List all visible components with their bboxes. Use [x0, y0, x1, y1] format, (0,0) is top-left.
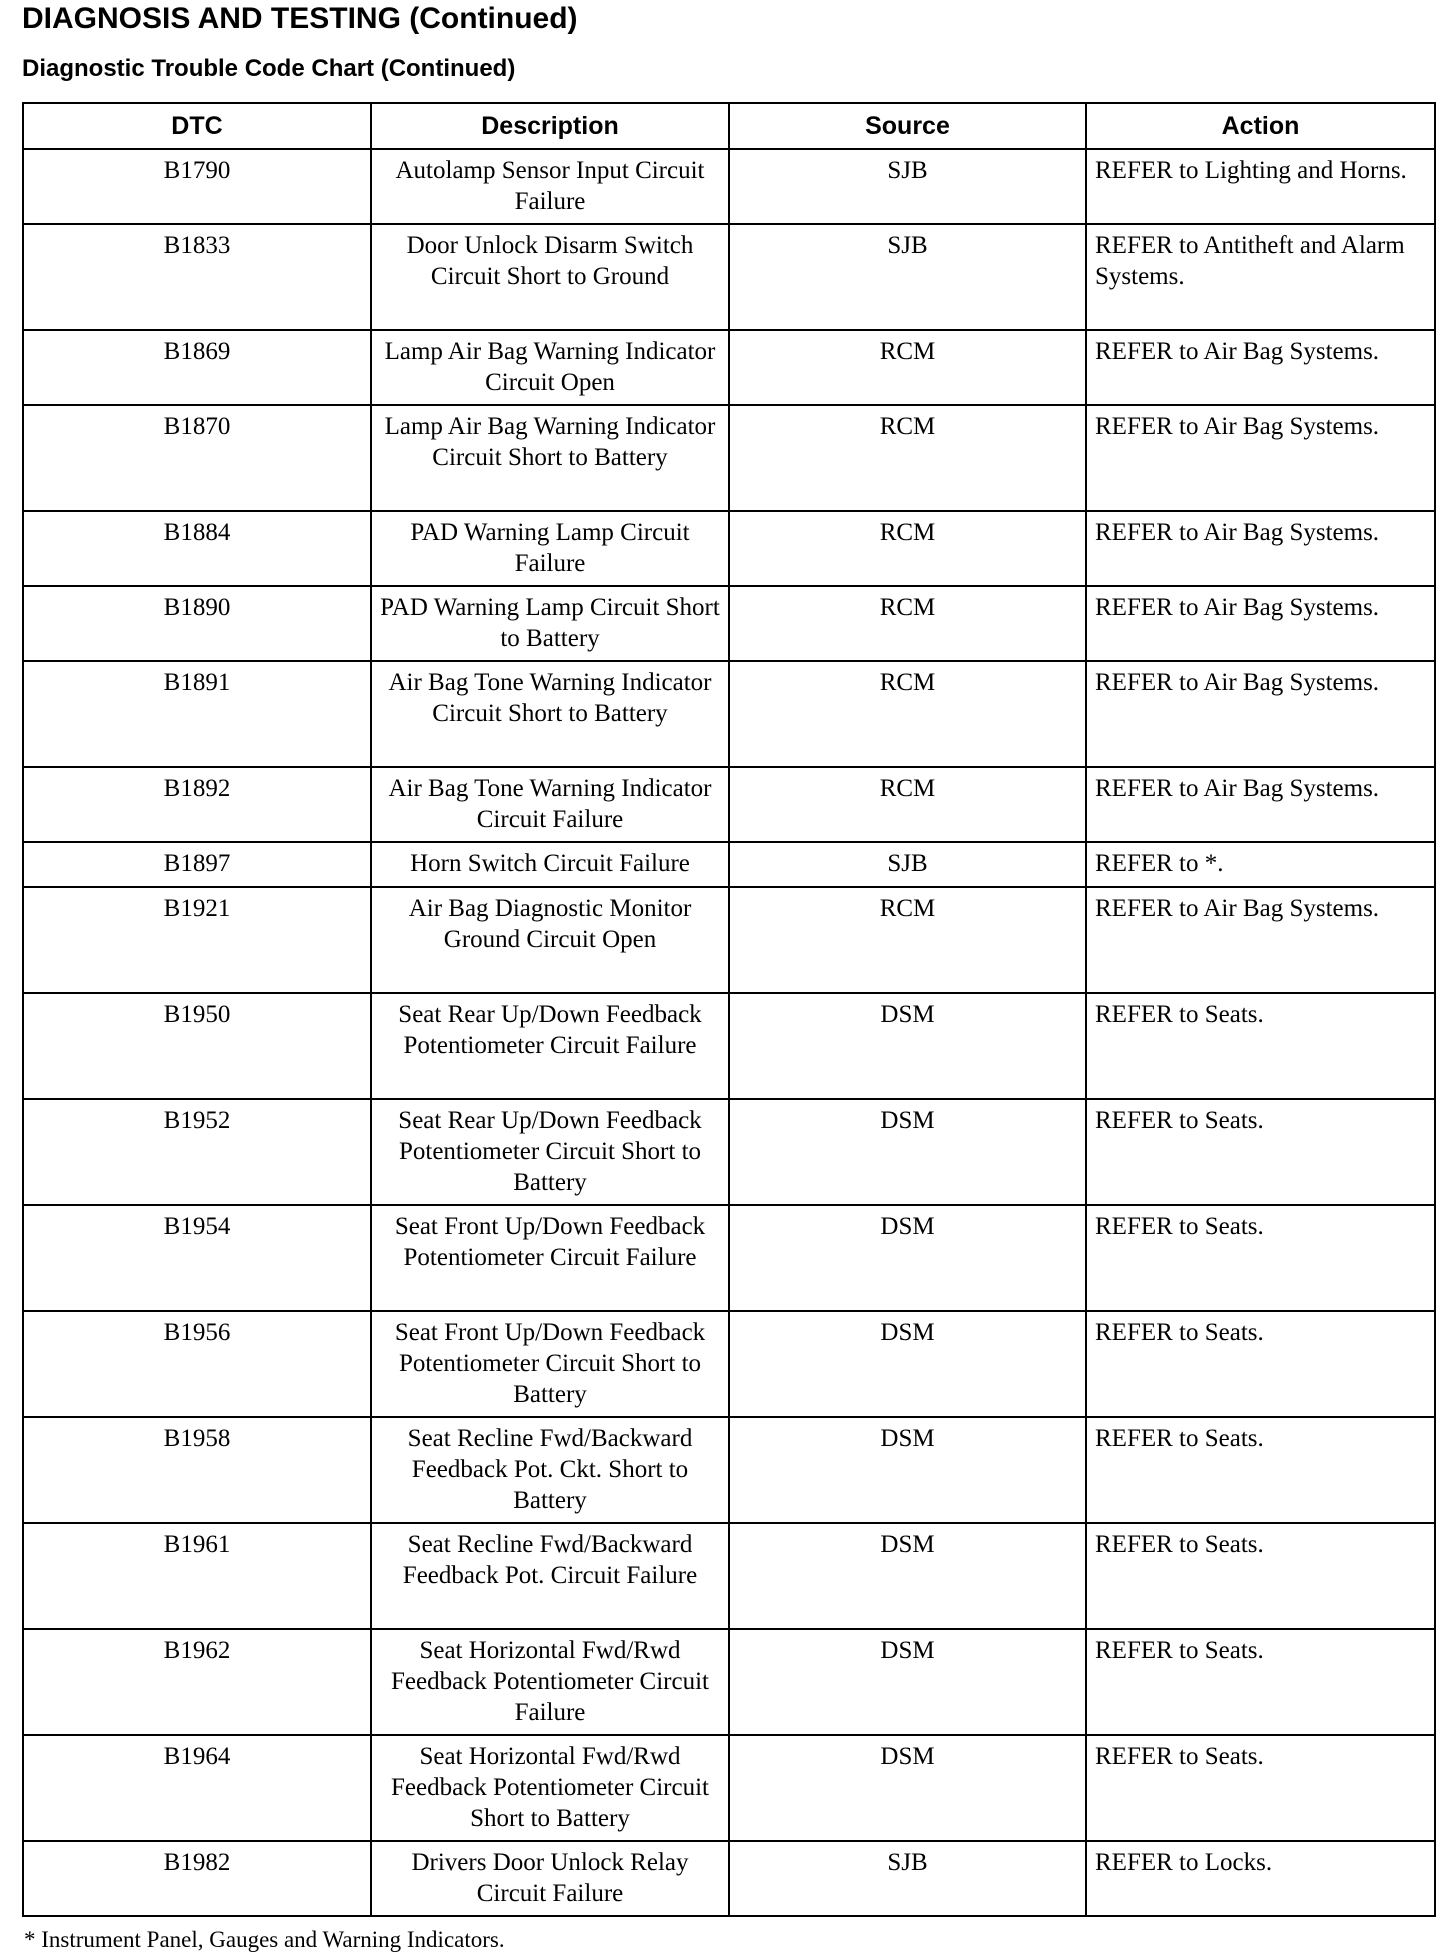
- dtc-code: B1833: [23, 224, 371, 330]
- dtc-action: REFER to Air Bag Systems.: [1086, 586, 1435, 661]
- dtc-source: RCM: [729, 330, 1086, 405]
- dtc-code: B1884: [23, 511, 371, 586]
- dtc-source: DSM: [729, 1099, 1086, 1205]
- page-title: DIAGNOSIS AND TESTING (Continued): [22, 2, 578, 35]
- dtc-source: RCM: [729, 661, 1086, 767]
- dtc-description: Seat Front Up/Down Feedback Potentiometer Circuit Short to Battery: [371, 1311, 729, 1417]
- dtc-source: SJB: [729, 1841, 1086, 1916]
- dtc-action: REFER to Seats.: [1086, 1311, 1435, 1417]
- dtc-action: REFER to Seats.: [1086, 1735, 1435, 1841]
- footnote: * Instrument Panel, Gauges and Warning Indicators.: [24, 1927, 505, 1952]
- dtc-action: REFER to Seats.: [1086, 1629, 1435, 1735]
- dtc-source: RCM: [729, 767, 1086, 842]
- table-row: [23, 767, 1435, 842]
- dtc-source: DSM: [729, 1205, 1086, 1311]
- dtc-description: Seat Front Up/Down Feedback Potentiometer Circuit Failure: [371, 1205, 729, 1311]
- table-row: [23, 1735, 1435, 1841]
- table-row: [23, 887, 1435, 993]
- dtc-source: SJB: [729, 149, 1086, 224]
- table-row: [23, 1417, 1435, 1523]
- table-row: [23, 224, 1435, 330]
- dtc-description: Seat Recline Fwd/Backward Feedback Pot. Ckt. Short to Battery: [371, 1417, 729, 1523]
- dtc-action: REFER to Locks.: [1086, 1841, 1435, 1916]
- dtc-source: RCM: [729, 405, 1086, 511]
- dtc-description: Horn Switch Circuit Failure: [371, 842, 729, 887]
- dtc-action: REFER to Air Bag Systems.: [1086, 887, 1435, 993]
- table-row: [23, 1205, 1435, 1311]
- table-row: [23, 1311, 1435, 1417]
- dtc-action: REFER to Seats.: [1086, 1417, 1435, 1523]
- dtc-code: B1892: [23, 767, 371, 842]
- dtc-description: Seat Rear Up/Down Feedback Potentiometer Circuit Short to Battery: [371, 1099, 729, 1205]
- dtc-description: Seat Recline Fwd/Backward Feedback Pot. Circuit Failure: [371, 1523, 729, 1629]
- dtc-action: REFER to *.: [1086, 842, 1435, 887]
- dtc-description: Lamp Air Bag Warning Indicator Circuit Open: [371, 330, 729, 405]
- table-row: [23, 661, 1435, 767]
- dtc-description: Seat Horizontal Fwd/Rwd Feedback Potentiometer Circuit Short to Battery: [371, 1735, 729, 1841]
- dtc-source: RCM: [729, 511, 1086, 586]
- table-row: [23, 1629, 1435, 1735]
- table-row: [23, 1099, 1435, 1205]
- dtc-code: B1961: [23, 1523, 371, 1629]
- dtc-source: DSM: [729, 1629, 1086, 1735]
- table-row: [23, 149, 1435, 224]
- dtc-code: B1962: [23, 1629, 371, 1735]
- dtc-code: B1921: [23, 887, 371, 993]
- dtc-source: DSM: [729, 1735, 1086, 1841]
- dtc-action: REFER to Air Bag Systems.: [1086, 330, 1435, 405]
- dtc-description: PAD Warning Lamp Circuit Short to Battery: [371, 586, 729, 661]
- dtc-action: REFER to Seats.: [1086, 1205, 1435, 1311]
- dtc-description: Air Bag Tone Warning Indicator Circuit Short to Battery: [371, 661, 729, 767]
- table-row: [23, 330, 1435, 405]
- dtc-code: B1954: [23, 1205, 371, 1311]
- column-header-source: Source: [729, 103, 1086, 149]
- dtc-code: B1982: [23, 1841, 371, 1916]
- dtc-action: REFER to Seats.: [1086, 993, 1435, 1099]
- dtc-source: DSM: [729, 1523, 1086, 1629]
- dtc-action: REFER to Seats.: [1086, 1099, 1435, 1205]
- dtc-source: SJB: [729, 842, 1086, 887]
- table-row: [23, 405, 1435, 511]
- dtc-table: [22, 102, 1436, 1917]
- dtc-source: RCM: [729, 887, 1086, 993]
- dtc-source: RCM: [729, 586, 1086, 661]
- dtc-source: SJB: [729, 224, 1086, 330]
- dtc-code: B1950: [23, 993, 371, 1099]
- dtc-source: DSM: [729, 1417, 1086, 1523]
- dtc-code: B1890: [23, 586, 371, 661]
- dtc-code: B1956: [23, 1311, 371, 1417]
- dtc-action: REFER to Seats.: [1086, 1523, 1435, 1629]
- dtc-description: PAD Warning Lamp Circuit Failure: [371, 511, 729, 586]
- dtc-action: REFER to Air Bag Systems.: [1086, 767, 1435, 842]
- table-row: [23, 1841, 1435, 1916]
- table-row: [23, 511, 1435, 586]
- dtc-action: REFER to Antitheft and Alarm Systems.: [1086, 224, 1435, 330]
- dtc-code: B1870: [23, 405, 371, 511]
- dtc-code: B1897: [23, 842, 371, 887]
- table-row: [23, 1523, 1435, 1629]
- dtc-action: REFER to Air Bag Systems.: [1086, 511, 1435, 586]
- dtc-description: Door Unlock Disarm Switch Circuit Short to Ground: [371, 224, 729, 330]
- dtc-description: Seat Rear Up/Down Feedback Potentiometer Circuit Failure: [371, 993, 729, 1099]
- dtc-description: Drivers Door Unlock Relay Circuit Failure: [371, 1841, 729, 1916]
- dtc-code: B1958: [23, 1417, 371, 1523]
- dtc-description: Air Bag Tone Warning Indicator Circuit Failure: [371, 767, 729, 842]
- dtc-code: B1790: [23, 149, 371, 224]
- dtc-description: Lamp Air Bag Warning Indicator Circuit Short to Battery: [371, 405, 729, 511]
- dtc-description: Autolamp Sensor Input Circuit Failure: [371, 149, 729, 224]
- column-header-action: Action: [1086, 103, 1435, 149]
- dtc-code: B1891: [23, 661, 371, 767]
- table-row: [23, 842, 1435, 887]
- dtc-code: B1964: [23, 1735, 371, 1841]
- table-row: [23, 586, 1435, 661]
- table-header-row: [23, 103, 1435, 149]
- dtc-action: REFER to Air Bag Systems.: [1086, 405, 1435, 511]
- chart-title: Diagnostic Trouble Code Chart (Continued): [22, 55, 516, 82]
- column-header-description: Description: [371, 103, 729, 149]
- dtc-action: REFER to Lighting and Horns.: [1086, 149, 1435, 224]
- dtc-code: B1952: [23, 1099, 371, 1205]
- dtc-source: DSM: [729, 1311, 1086, 1417]
- column-header-dtc: DTC: [23, 103, 371, 149]
- table-body: [23, 149, 1435, 1916]
- dtc-action: REFER to Air Bag Systems.: [1086, 661, 1435, 767]
- dtc-code: B1869: [23, 330, 371, 405]
- dtc-description: Seat Horizontal Fwd/Rwd Feedback Potentiometer Circuit Failure: [371, 1629, 729, 1735]
- dtc-source: DSM: [729, 993, 1086, 1099]
- dtc-description: Air Bag Diagnostic Monitor Ground Circuit Open: [371, 887, 729, 993]
- table-row: [23, 993, 1435, 1099]
